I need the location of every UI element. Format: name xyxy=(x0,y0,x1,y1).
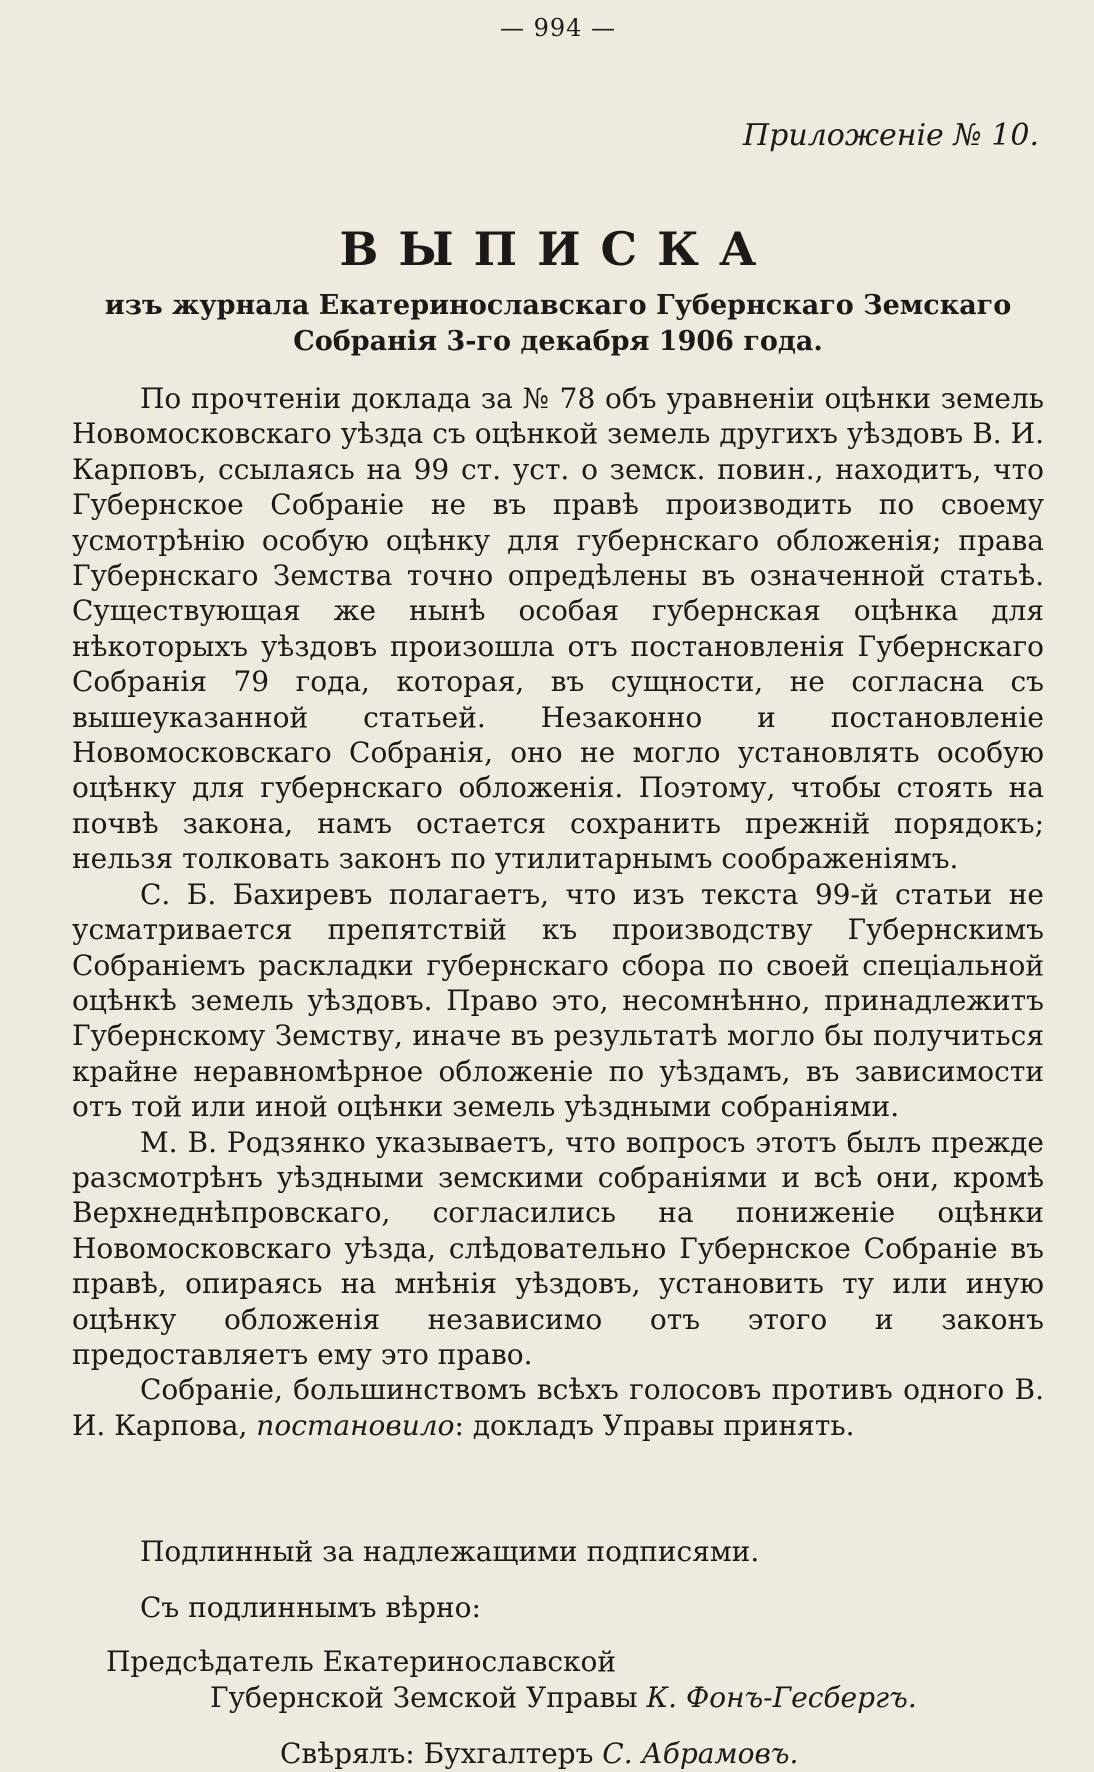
appendix-label: Приложеніе № 10. xyxy=(743,118,1039,153)
checker-signature-line xyxy=(280,1736,798,1772)
page-number: — 994 — xyxy=(499,14,617,42)
document-page xyxy=(72,0,1044,1771)
resolution-emphasis: постановило xyxy=(256,1408,455,1442)
paragraph-rodzianko: М. В. Родзянко указываетъ, что вопросъ этотъ былъ прежде разсмотрѣнъ уѣздными земскими собраніями и всѣ они, кромѣ Верхнеднѣпровскаго, согласились на пониженіе оцѣнки Новомосковскаго уѣзда, слѣдовательно Губернское Собраніе въ правѣ, опираясь на мнѣнія уѣздовъ, установить ту или иную оцѣнку обложенія независимо отъ этого и законъ предоставляетъ ему это право. xyxy=(72,1125,1044,1371)
resolution-text-before: Собраніе, большинствомъ всѣхъ голосовъ противъ одного В. И. Карпова, xyxy=(72,1373,1044,1442)
paragraph-bakhirev: С. Б. Бахиревъ полагаетъ, что изъ текста 99-й статьи не усматривается препятствій къ производству Губернскимъ Собраніемъ раскладки губернскаго сбора по своей спеціальной оцѣнкѣ земель уѣздовъ. Право это, несомнѣнно, принадлежитъ Губернскому Земству, иначе въ результатѣ могло бы получиться крайне неравномѣрное обложеніе по уѣздамъ, въ зависимости отъ той или иной оцѣнки земель уѣздными собраніями. xyxy=(72,877,1044,1124)
subtitle-line-1: изъ журнала Екатеринославскаго Губернскаго Земскаго xyxy=(104,290,1012,321)
document-body xyxy=(72,381,1044,1443)
chair-title-line-1: Предсѣдатель Екатеринославской xyxy=(106,1645,617,1678)
verified-copy-note: Съ подлиннымъ вѣрно: xyxy=(140,1591,481,1624)
chair-name: К. Фонъ-Гесбергъ. xyxy=(646,1681,917,1714)
paragraph-resolution xyxy=(72,1372,1044,1443)
resolution-text-after: : докладъ Управы принять. xyxy=(454,1408,855,1442)
chair-signature-line xyxy=(210,1680,917,1716)
document-title: ВЫПИСКА xyxy=(339,222,777,276)
subtitle-line-2: Собранія 3-го декабря 1906 года. xyxy=(293,326,823,357)
original-signatures-note: Подлинный за надлежащими подписями. xyxy=(140,1535,760,1568)
checker-name: С. Абрамовъ. xyxy=(602,1737,799,1770)
checker-label: Свѣрялъ: Бухгалтеръ xyxy=(280,1737,594,1770)
chair-title-line-2: Губернской Земской Управы xyxy=(210,1681,638,1714)
paragraph-karpov: По прочтеніи доклада за № 78 объ уравненіи оцѣнки земель Новомосковскаго уѣзда съ оцѣнкой земель другихъ уѣздовъ В. И. Карповъ, ссылаясь на 99 ст. уст. о земск. повин., находитъ, что Губернское Собраніе не въ правѣ производить по своему усмотрѣнію особую оцѣнку для губернскаго обложенія; права Губернскаго Земства точно опредѣлены въ означенной статьѣ. Существующая же нынѣ особая губернская оцѣнка для нѣкоторыхъ уѣздовъ произошла отъ постановленія Губернскаго Собранія 79 года, которая, въ сущности, не согласна съ вышеуказанной статьей. Незаконно и постановленіе Новомосковскаго Собранія, оно не могло установлять особую оцѣнку для губернскаго обложенія. Поэтому, чтобы стоять на почвѣ закона, намъ остается сохранить прежній порядокъ; нельзя толковать законъ по утилитарнымъ соображеніямъ. xyxy=(72,382,1044,876)
